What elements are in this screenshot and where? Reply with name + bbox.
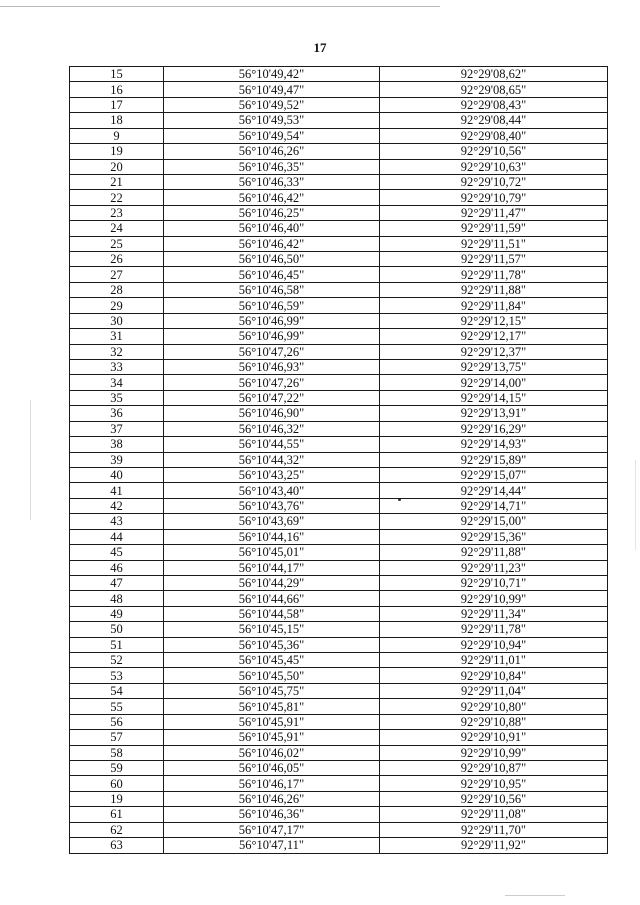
point-number-cell: 38 (70, 437, 164, 452)
latitude-cell: 56°10'45,15" (164, 622, 380, 637)
point-number-cell: 18 (70, 113, 164, 128)
table-row (70, 113, 608, 128)
table-row (70, 467, 608, 482)
latitude-cell: 56°10'47,26" (164, 375, 380, 390)
longitude-cell: 92°29'08,65" (380, 82, 608, 97)
table-row (70, 668, 608, 683)
latitude-cell: 56°10'49,54" (164, 128, 380, 143)
point-number-cell: 28 (70, 282, 164, 297)
longitude-cell: 92°29'11,04" (380, 683, 608, 698)
coordinates-table (69, 66, 608, 854)
table-row (70, 760, 608, 775)
longitude-cell: 92°29'11,01" (380, 653, 608, 668)
point-number-cell: 33 (70, 360, 164, 375)
latitude-cell: 56°10'45,45" (164, 653, 380, 668)
point-number-cell: 47 (70, 575, 164, 590)
longitude-cell: 92°29'10,72" (380, 174, 608, 189)
longitude-cell: 92°29'12,37" (380, 344, 608, 359)
latitude-cell: 56°10'45,50" (164, 668, 380, 683)
table-row (70, 313, 608, 328)
table-row (70, 498, 608, 513)
longitude-cell: 92°29'10,56" (380, 144, 608, 159)
longitude-cell: 92°29'14,71" (380, 498, 608, 513)
point-number-cell: 45 (70, 545, 164, 560)
table-row (70, 421, 608, 436)
table-row (70, 344, 608, 359)
point-number-cell: 60 (70, 776, 164, 791)
latitude-cell: 56°10'46,40" (164, 221, 380, 236)
point-number-cell: 62 (70, 822, 164, 837)
longitude-cell: 92°29'11,51" (380, 236, 608, 251)
table-row (70, 298, 608, 313)
table-row (70, 622, 608, 637)
table-row (70, 606, 608, 621)
point-number-cell: 9 (70, 128, 164, 143)
point-number-cell: 34 (70, 375, 164, 390)
point-number-cell: 36 (70, 406, 164, 421)
point-number-cell: 40 (70, 467, 164, 482)
table-row (70, 437, 608, 452)
longitude-cell: 92°29'10,99" (380, 591, 608, 606)
point-number-cell: 30 (70, 313, 164, 328)
table-row (70, 653, 608, 668)
point-number-cell: 58 (70, 745, 164, 760)
table-row (70, 699, 608, 714)
table-row (70, 406, 608, 421)
latitude-cell: 56°10'44,16" (164, 529, 380, 544)
latitude-cell: 56°10'46,50" (164, 252, 380, 267)
table-row (70, 714, 608, 729)
longitude-cell: 92°29'11,78" (380, 267, 608, 282)
longitude-cell: 92°29'11,57" (380, 252, 608, 267)
longitude-cell: 92°29'11,78" (380, 622, 608, 637)
point-number-cell: 35 (70, 390, 164, 405)
table-row (70, 591, 608, 606)
table-row (70, 637, 608, 652)
latitude-cell: 56°10'46,02" (164, 745, 380, 760)
longitude-cell: 92°29'08,44" (380, 113, 608, 128)
latitude-cell: 56°10'46,25" (164, 205, 380, 220)
latitude-cell: 56°10'44,58" (164, 606, 380, 621)
table-row (70, 730, 608, 745)
point-number-cell: 53 (70, 668, 164, 683)
longitude-cell: 92°29'08,62" (380, 67, 608, 82)
longitude-cell: 92°29'10,84" (380, 668, 608, 683)
point-number-cell: 37 (70, 421, 164, 436)
table-row (70, 159, 608, 174)
longitude-cell: 92°29'10,71" (380, 575, 608, 590)
scan-edge-mark (30, 400, 31, 520)
point-number-cell: 19 (70, 791, 164, 806)
point-number-cell: 48 (70, 591, 164, 606)
point-number-cell: 21 (70, 174, 164, 189)
latitude-cell: 56°10'44,66" (164, 591, 380, 606)
latitude-cell: 56°10'49,42" (164, 67, 380, 82)
point-number-cell: 49 (70, 606, 164, 621)
longitude-cell: 92°29'10,79" (380, 190, 608, 205)
point-number-cell: 46 (70, 560, 164, 575)
longitude-cell: 92°29'16,29" (380, 421, 608, 436)
point-number-cell: 19 (70, 144, 164, 159)
longitude-cell: 92°29'11,88" (380, 545, 608, 560)
table-row (70, 452, 608, 467)
table-row (70, 236, 608, 251)
latitude-cell: 56°10'49,47" (164, 82, 380, 97)
point-number-cell: 24 (70, 221, 164, 236)
point-number-cell: 20 (70, 159, 164, 174)
scan-bottom-mark (505, 895, 565, 896)
point-number-cell: 25 (70, 236, 164, 251)
longitude-cell: 92°29'11,88" (380, 282, 608, 297)
latitude-cell: 56°10'45,91" (164, 714, 380, 729)
longitude-cell: 92°29'11,92" (380, 838, 608, 853)
point-number-cell: 43 (70, 514, 164, 529)
longitude-cell: 92°29'11,08" (380, 807, 608, 822)
latitude-cell: 56°10'46,99" (164, 313, 380, 328)
point-number-cell: 54 (70, 683, 164, 698)
latitude-cell: 56°10'49,52" (164, 97, 380, 112)
latitude-cell: 56°10'43,69" (164, 514, 380, 529)
longitude-cell: 92°29'12,17" (380, 329, 608, 344)
longitude-cell: 92°29'10,87" (380, 760, 608, 775)
table-row (70, 375, 608, 390)
point-number-cell: 32 (70, 344, 164, 359)
table-row (70, 745, 608, 760)
table-row (70, 67, 608, 82)
point-number-cell: 23 (70, 205, 164, 220)
longitude-cell: 92°29'13,91" (380, 406, 608, 421)
table-row (70, 575, 608, 590)
table-row (70, 221, 608, 236)
table-row (70, 329, 608, 344)
latitude-cell: 56°10'47,26" (164, 344, 380, 359)
longitude-cell: 92°29'11,59" (380, 221, 608, 236)
point-number-cell: 42 (70, 498, 164, 513)
latitude-cell: 56°10'45,91" (164, 730, 380, 745)
point-number-cell: 27 (70, 267, 164, 282)
longitude-cell: 92°29'10,95" (380, 776, 608, 791)
latitude-cell: 56°10'46,90" (164, 406, 380, 421)
longitude-cell: 92°29'10,80" (380, 699, 608, 714)
longitude-cell: 92°29'10,94" (380, 637, 608, 652)
table-row (70, 190, 608, 205)
point-number-cell: 41 (70, 483, 164, 498)
latitude-cell: 56°10'44,32" (164, 452, 380, 467)
table-row (70, 267, 608, 282)
table-row (70, 144, 608, 159)
table-row (70, 205, 608, 220)
latitude-cell: 56°10'44,29" (164, 575, 380, 590)
point-number-cell: 56 (70, 714, 164, 729)
table-row (70, 514, 608, 529)
point-number-cell: 29 (70, 298, 164, 313)
latitude-cell: 56°10'44,17" (164, 560, 380, 575)
table-row (70, 360, 608, 375)
latitude-cell: 56°10'47,22" (164, 390, 380, 405)
longitude-cell: 92°29'13,75" (380, 360, 608, 375)
latitude-cell: 56°10'47,11" (164, 838, 380, 853)
longitude-cell: 92°29'15,89" (380, 452, 608, 467)
longitude-cell: 92°29'08,43" (380, 97, 608, 112)
latitude-cell: 56°10'46,42" (164, 236, 380, 251)
point-number-cell: 59 (70, 760, 164, 775)
table-row (70, 529, 608, 544)
longitude-cell: 92°29'12,15" (380, 313, 608, 328)
table-row (70, 174, 608, 189)
point-number-cell: 39 (70, 452, 164, 467)
longitude-cell: 92°29'14,93" (380, 437, 608, 452)
longitude-cell: 92°29'14,44" (380, 483, 608, 498)
point-number-cell: 16 (70, 82, 164, 97)
point-number-cell: 51 (70, 637, 164, 652)
scan-top-rule (0, 6, 440, 7)
coordinates-table-body (70, 67, 608, 854)
point-number-cell: 44 (70, 529, 164, 544)
latitude-cell: 56°10'49,53" (164, 113, 380, 128)
longitude-cell: 92°29'10,99" (380, 745, 608, 760)
point-number-cell: 55 (70, 699, 164, 714)
latitude-cell: 56°10'45,01" (164, 545, 380, 560)
longitude-cell: 92°29'15,36" (380, 529, 608, 544)
longitude-cell: 92°29'10,91" (380, 730, 608, 745)
longitude-cell: 92°29'11,84" (380, 298, 608, 313)
longitude-cell: 92°29'08,40" (380, 128, 608, 143)
longitude-cell: 92°29'10,88" (380, 714, 608, 729)
table-row (70, 252, 608, 267)
latitude-cell: 56°10'45,36" (164, 637, 380, 652)
table-row (70, 807, 608, 822)
longitude-cell: 92°29'11,34" (380, 606, 608, 621)
latitude-cell: 56°10'46,05" (164, 760, 380, 775)
point-number-cell: 63 (70, 838, 164, 853)
latitude-cell: 56°10'46,32" (164, 421, 380, 436)
latitude-cell: 56°10'44,55" (164, 437, 380, 452)
longitude-cell: 92°29'10,56" (380, 791, 608, 806)
longitude-cell: 92°29'11,47" (380, 205, 608, 220)
table-row (70, 97, 608, 112)
longitude-cell: 92°29'14,00" (380, 375, 608, 390)
latitude-cell: 56°10'46,26" (164, 144, 380, 159)
latitude-cell: 56°10'43,40" (164, 483, 380, 498)
point-number-cell: 26 (70, 252, 164, 267)
table-row (70, 545, 608, 560)
scan-edge-mark (635, 460, 636, 550)
point-number-cell: 50 (70, 622, 164, 637)
latitude-cell: 56°10'43,76" (164, 498, 380, 513)
point-number-cell: 57 (70, 730, 164, 745)
latitude-cell: 56°10'46,36" (164, 807, 380, 822)
table-row (70, 791, 608, 806)
table-row (70, 82, 608, 97)
page-number: 17 (313, 40, 327, 55)
latitude-cell: 56°10'46,17" (164, 776, 380, 791)
table-row (70, 822, 608, 837)
latitude-cell: 56°10'46,35" (164, 159, 380, 174)
table-row (70, 128, 608, 143)
latitude-cell: 56°10'46,42" (164, 190, 380, 205)
latitude-cell: 56°10'46,93" (164, 360, 380, 375)
point-number-cell: 22 (70, 190, 164, 205)
table-row (70, 776, 608, 791)
latitude-cell: 56°10'46,58" (164, 282, 380, 297)
point-number-cell: 31 (70, 329, 164, 344)
latitude-cell: 56°10'46,59" (164, 298, 380, 313)
longitude-cell: 92°29'15,07" (380, 467, 608, 482)
longitude-cell: 92°29'15,00" (380, 514, 608, 529)
longitude-cell: 92°29'14,15" (380, 390, 608, 405)
table-row (70, 683, 608, 698)
latitude-cell: 56°10'43,25" (164, 467, 380, 482)
latitude-cell: 56°10'46,33" (164, 174, 380, 189)
latitude-cell: 56°10'46,45" (164, 267, 380, 282)
longitude-cell: 92°29'10,63" (380, 159, 608, 174)
latitude-cell: 56°10'45,75" (164, 683, 380, 698)
latitude-cell: 56°10'47,17" (164, 822, 380, 837)
table-row (70, 838, 608, 853)
longitude-cell: 92°29'11,23" (380, 560, 608, 575)
table-row (70, 390, 608, 405)
latitude-cell: 56°10'46,26" (164, 791, 380, 806)
point-number-cell: 15 (70, 67, 164, 82)
latitude-cell: 56°10'46,99" (164, 329, 380, 344)
longitude-cell: 92°29'11,70" (380, 822, 608, 837)
table-row (70, 483, 608, 498)
point-number-cell: 17 (70, 97, 164, 112)
table-row (70, 282, 608, 297)
point-number-cell: 61 (70, 807, 164, 822)
point-number-cell: 52 (70, 653, 164, 668)
table-row (70, 560, 608, 575)
latitude-cell: 56°10'45,81" (164, 699, 380, 714)
